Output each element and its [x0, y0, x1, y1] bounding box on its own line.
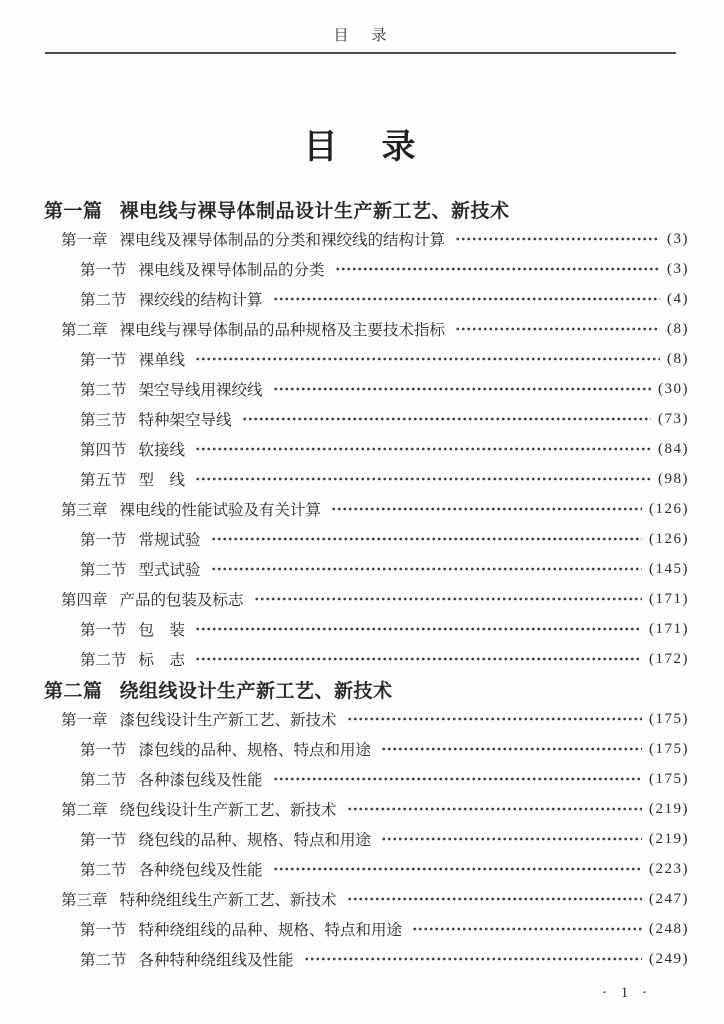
toc-entry-page: (8) — [667, 350, 689, 367]
toc-entry-title: 各种漆包线及性能 — [138, 772, 263, 789]
toc-entry — [44, 224, 689, 254]
toc-entry-title: 裸电线与裸导体制品的品种规格及主要技术指标 — [119, 322, 446, 339]
toc-entry-page: (172) — [649, 650, 689, 667]
toc-entry — [44, 794, 689, 824]
toc-entry-label: 第二节 — [80, 292, 127, 309]
toc-entry-label: 第一节 — [80, 742, 127, 759]
toc-entry-title: 漆包线的品种、规格、特点和用途 — [138, 742, 372, 759]
toc-entry-label: 第二节 — [80, 952, 127, 969]
page-title: 目 录 — [303, 129, 421, 166]
toc-entry-label: 第一章 — [61, 712, 108, 729]
toc-entry-title: 架空导线用裸绞线 — [138, 382, 263, 399]
toc-entry — [44, 944, 689, 974]
toc-entry-page: (8) — [667, 320, 689, 337]
toc-entry-label: 第一节 — [80, 352, 127, 369]
toc-leader-dots — [195, 441, 651, 457]
toc-leader-dots — [211, 531, 642, 547]
toc-leader-dots — [455, 231, 660, 247]
toc-entry-title: 特种绕组线生产新工艺、新技术 — [119, 892, 337, 909]
toc-entry-page: (73) — [658, 410, 689, 427]
toc-entry — [44, 344, 689, 374]
header-rule-divider — [45, 52, 676, 54]
toc-entry — [44, 914, 689, 944]
toc-entry-page: (4) — [667, 290, 689, 307]
toc-entry — [44, 584, 689, 614]
toc-entry — [44, 314, 689, 344]
toc-entry-title: 裸电线及裸导体制品的分类和裸绞线的结构计算 — [119, 232, 446, 249]
toc-leader-dots — [273, 291, 660, 307]
toc-leader-dots — [335, 261, 660, 277]
toc-entry-page: (219) — [649, 800, 689, 817]
toc-entry-label: 第二节 — [80, 862, 127, 879]
toc-entry — [44, 404, 689, 434]
toc-leader-dots — [273, 381, 651, 397]
toc-entry-title: 型 线 — [138, 472, 186, 489]
toc-entry — [44, 764, 689, 794]
toc-leader-dots — [331, 501, 642, 517]
toc-entry-title: 常规试验 — [138, 532, 201, 549]
toc-entry-label: 第五节 — [80, 472, 127, 489]
toc-entry-page: (3) — [667, 260, 689, 277]
toc-entry-title: 漆包线设计生产新工艺、新技术 — [119, 712, 337, 729]
toc-entry — [44, 194, 689, 224]
toc-leader-dots — [273, 861, 642, 877]
toc-entry — [44, 824, 689, 854]
toc-entry — [44, 884, 689, 914]
toc-entry-label: 第一篇 — [44, 200, 103, 222]
toc-entry-page: (247) — [649, 890, 689, 907]
toc-leader-dots — [195, 471, 651, 487]
toc-entry-title: 裸单线 — [138, 352, 186, 369]
toc-entry-title: 软接线 — [138, 442, 186, 459]
toc-entry-label: 第四章 — [61, 592, 108, 609]
toc-entry — [44, 524, 689, 554]
toc-leader-dots — [347, 711, 642, 727]
toc-leader-dots — [347, 801, 642, 817]
toc-entry-label: 第一节 — [80, 832, 127, 849]
toc-entry — [44, 734, 689, 764]
toc-entry-page: (249) — [649, 950, 689, 967]
toc-entry-page: (126) — [649, 530, 689, 547]
toc-entry-page: (3) — [667, 230, 689, 247]
toc-entry-page: (219) — [649, 830, 689, 847]
toc-entry-label: 第一节 — [80, 622, 127, 639]
toc-leader-dots — [381, 741, 642, 757]
toc-leader-dots — [273, 771, 642, 787]
toc-entry-label: 第三节 — [80, 412, 127, 429]
toc-leader-dots — [304, 951, 642, 967]
footer-page-number: · 1 · — [602, 985, 652, 1001]
toc-entry-title: 绕包线的品种、规格、特点和用途 — [138, 832, 372, 849]
toc-entry-title: 绕包线设计生产新工艺、新技术 — [119, 802, 337, 819]
toc-entry-page: (171) — [649, 620, 689, 637]
toc-entry — [44, 434, 689, 464]
toc-leader-dots — [254, 591, 642, 607]
toc-entry-page: (248) — [649, 920, 689, 937]
toc-entry-title: 裸电线及裸导体制品的分类 — [138, 262, 325, 279]
toc-entry-title: 各种绕包线及性能 — [138, 862, 263, 879]
toc-entry-title: 裸绞线的结构计算 — [138, 292, 263, 309]
toc-entry-page: (223) — [649, 860, 689, 877]
toc-entry-label: 第二节 — [80, 382, 127, 399]
toc-entry-title: 各种特种绕组线及性能 — [138, 952, 294, 969]
toc-entry-page: (175) — [649, 710, 689, 727]
toc-entry-page: (84) — [658, 440, 689, 457]
toc-leader-dots — [195, 651, 642, 667]
toc-entry-label: 第二章 — [61, 802, 108, 819]
toc-entry-label: 第二节 — [80, 562, 127, 579]
toc-entry-label: 第一章 — [61, 232, 108, 249]
toc-entry — [44, 254, 689, 284]
toc-entry-title: 裸电线的性能试验及有关计算 — [119, 502, 322, 519]
toc-entry-title: 包 装 — [138, 622, 186, 639]
toc-entry-page: (171) — [649, 590, 689, 607]
running-header: 目 录 — [333, 28, 391, 44]
toc-entry — [44, 494, 689, 524]
toc-entry-title: 产品的包装及标志 — [119, 592, 244, 609]
toc-entry — [44, 464, 689, 494]
toc-entry-label: 第二节 — [80, 652, 127, 669]
toc-entry-page: (30) — [658, 380, 689, 397]
toc-entry — [44, 674, 689, 704]
toc-entry-page: (145) — [649, 560, 689, 577]
toc-entry — [44, 374, 689, 404]
toc-entry-title: 裸电线与裸导体制品设计生产新工艺、新技术 — [119, 200, 510, 222]
toc-entry-label: 第三章 — [61, 892, 108, 909]
toc-entry-label: 第二篇 — [44, 680, 103, 702]
toc-entry — [44, 284, 689, 314]
toc-leader-dots — [412, 921, 642, 937]
toc-leader-dots — [347, 891, 642, 907]
toc-leader-dots — [211, 561, 642, 577]
toc-entry — [44, 554, 689, 584]
toc-entry — [44, 854, 689, 884]
toc-entry — [44, 644, 689, 674]
toc-leader-dots — [242, 411, 651, 427]
toc-entry-title: 特种架空导线 — [138, 412, 232, 429]
toc-entry-label: 第一节 — [80, 922, 127, 939]
toc-entry-label: 第二节 — [80, 772, 127, 789]
toc-leader-dots — [455, 321, 660, 337]
toc-entry-title: 绕组线设计生产新工艺、新技术 — [119, 680, 393, 702]
toc-entry-title: 特种绕组线的品种、规格、特点和用途 — [138, 922, 403, 939]
toc-entry-label: 第四节 — [80, 442, 127, 459]
toc-entry-label: 第二章 — [61, 322, 108, 339]
toc-entry-page: (126) — [649, 500, 689, 517]
toc-entry-label: 第一节 — [80, 262, 127, 279]
toc-entry — [44, 704, 689, 734]
toc-entry-page: (175) — [649, 740, 689, 757]
toc-entry-page: (98) — [658, 470, 689, 487]
toc-leader-dots — [195, 351, 660, 367]
toc-list — [44, 194, 689, 974]
toc-leader-dots — [381, 831, 642, 847]
toc-entry-label: 第三章 — [61, 502, 108, 519]
toc-leader-dots — [195, 621, 642, 637]
toc-entry-title: 标 志 — [138, 652, 186, 669]
toc-entry-page: (175) — [649, 770, 689, 787]
toc-entry — [44, 614, 689, 644]
toc-entry-title: 型式试验 — [138, 562, 201, 579]
toc-entry-label: 第一节 — [80, 532, 127, 549]
